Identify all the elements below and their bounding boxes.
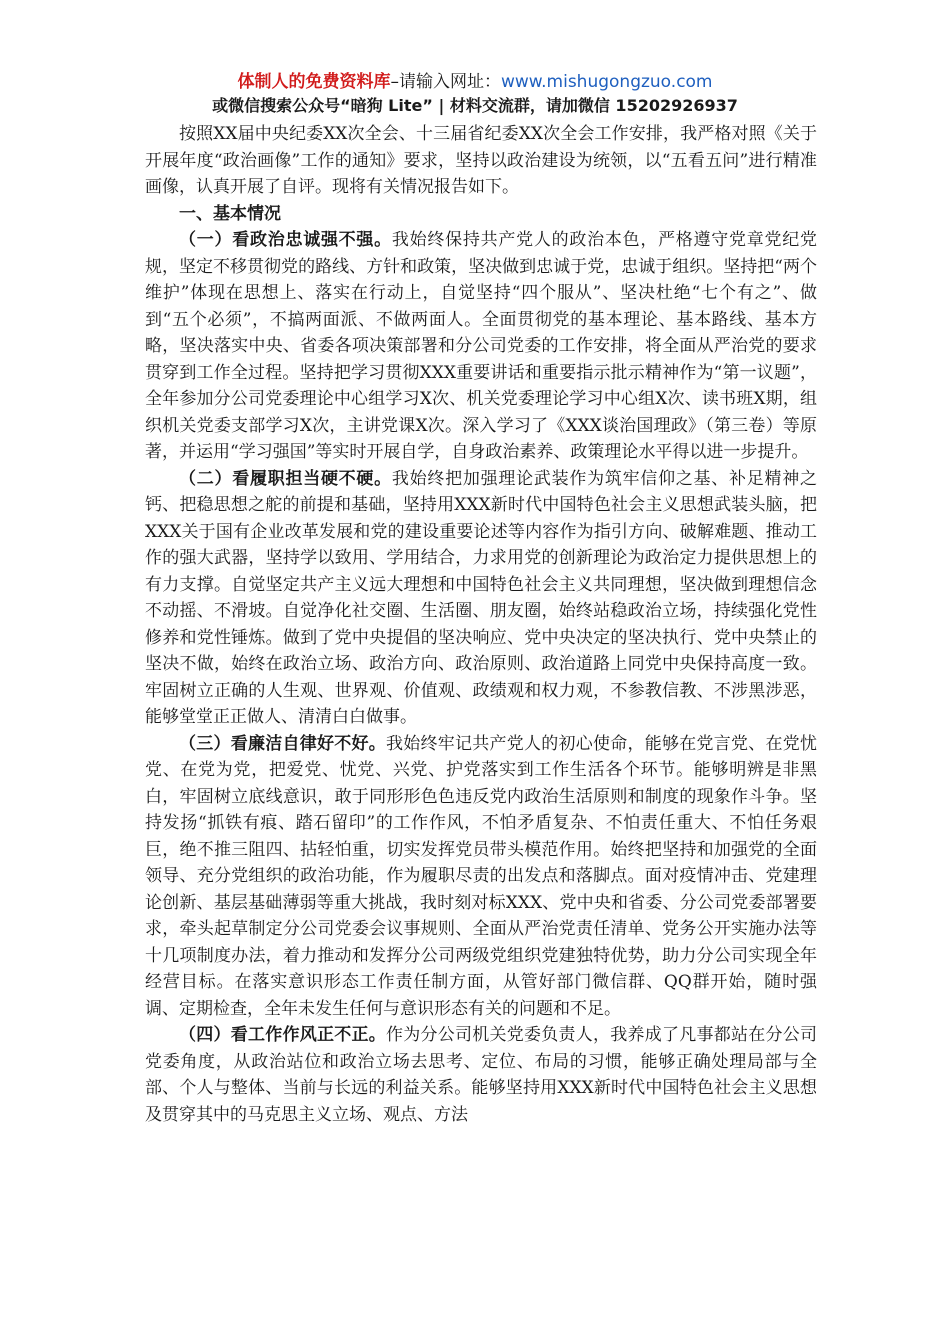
document-body xyxy=(145,121,817,1128)
header-brand: 体制人的免费资料库 xyxy=(237,72,391,92)
page-header xyxy=(0,70,950,118)
header-line-2: 或微信搜索公众号“暗狗 Lite” | 材料交流群，请加微信 15202926937 xyxy=(212,96,738,115)
header-url-link[interactable]: www.mishugongzuo.com xyxy=(500,72,713,92)
paragraph-body: 我始终牢记共产党人的初心使命，能够在党言党、在党忧党、在党为党，把爱党、忧党、兴党、护党落实到工作生活各个环节。能够明辨是非黑白，牢固树立底线意识，敢于同形形色色违反党内政治生活原则和制度的现象作斗争。坚持发扬“抓铁有痕、踏石留印”的工作作风，不怕矛盾复杂、不怕责任重大、不怕任务艰巨，绝不推三阻四、拈轻怕重，切实发挥党员带头模范作用。始终把坚持和加强党的全面领导、充分党组织的政治功能，作为履职尽责的出发点和落脚点。面对疫情冲击、党建理论创新、基层基础薄弱等重大挑战，我时刻对标XXX、党中央和省委、分公司党委部署要求，牵头起草制定分公司党委会议事规则、全面从严治党责任清单、党务公开实施办法等十几项制度办法，着力推动和发挥分公司两级党组织党建独特优势，助力分公司实现全年经营目标。在落实意识形态工作责任制方面，从管好部门微信群、QQ群开始，随时强调、定期检查，全年未发生任何与意识形态有关的问题和不足。 xyxy=(145,733,817,1019)
section-heading-basic-situation: 一、基本情况 xyxy=(179,203,281,224)
paragraph-body: 我始终把加强理论武装作为筑牢信仰之基、补足精神之钙、把稳思想之舵的前提和基础，坚持用XXX新时代中国特色社会主义思想武装头脑，把XXX关于国有企业改革发展和党的建设重要论述等内容作为指引方向、破解难题、推动工作的强大武器，坚持学以致用、学用结合，力求用党的创新理论为政治定力提供思想上的有力支撑。自觉坚定共产主义远大理想和中国特色社会主义共同理想，坚决做到理想信念不动摇、不滑坡。自觉净化社交圈、生活圈、朋友圈，始终站稳政治立场，持续强化党性修养和党性锤炼。做到了党中央提倡的坚决响应、党中央决定的坚决执行、党中央禁止的坚决不做，始终在政治立场、政治方向、政治原则、政治道路上同党中央保持高度一致。牢固树立正确的人生观、世界观、价值观、政绩观和权力观，不参教信教、不涉黑涉恶，能够堂堂正正做人、清清白白做事。 xyxy=(145,468,818,727)
header-line-1 xyxy=(0,70,950,94)
paragraph-lead: （二）看履职担当硬不硬。 xyxy=(179,468,392,489)
intro-paragraph: 按照XX届中央纪委XX次全会、十三届省纪委XX次全会工作安排，我严格对照《关于开展年度“政治画像”工作的通知》要求，坚持以政治建设为统领，以“五看五问”进行精准画像，认真开展了自评。现将有关情况报告如下。 xyxy=(145,124,817,197)
paragraph-lead: （三）看廉洁自律好不好。 xyxy=(179,733,386,754)
header-prompt: –请输入网址： xyxy=(390,72,501,92)
paragraph-body: 作为分公司机关党委负责人，我养成了凡事都站在分公司党委角度，从政治站位和政治立场去思考、定位、布局的习惯，能够正确处理局部与全部、个人与整体、当前与长远的利益关系。能够坚持用XXX新时代中国特色社会主义思想及贯穿其中的马克思主义立场、观点、方法 xyxy=(145,1025,817,1125)
paragraph-integrity-discipline xyxy=(145,731,817,1023)
paragraph-political-loyalty xyxy=(145,227,817,466)
paragraph-lead: （四）看工作作风正不正。 xyxy=(179,1025,386,1045)
paragraph-work-style xyxy=(145,1022,817,1128)
paragraph-duty-responsibility xyxy=(145,466,817,731)
paragraph-body: 我始终保持共产党人的政治本色，严格遵守党章党纪党规，坚定不移贯彻党的路线、方针和政策，坚决做到忠诚于党，忠诚于组织。坚持把“两个维护”体现在思想上、落实在行动上，自觉坚持“四个服从”、坚决杜绝“七个有之”、做到“五个必须”，不搞两面派、不做两面人。全面贯彻党的基本理论、基本路线、基本方略，坚决落实中央、省委各项决策部署和分公司党委的工作安排，将全面从严治党的要求贯穿到工作全过程。坚持把学习贯彻XXX重要讲话和重要指示批示精神作为“第一议题”，全年参加分公司党委理论中心组学习X次、机关党委理论学习中心组X次、读书班X期，组织机关党委支部学习X次，主讲党课X次。深入学习了《XXX谈治国理政》（第三卷）等原著，并运用“学习强国”等实时开展自学，自身政治素养、政策理论水平得以进一步提升。 xyxy=(145,230,818,462)
paragraph-lead: （一）看政治忠诚强不强。 xyxy=(179,230,392,250)
